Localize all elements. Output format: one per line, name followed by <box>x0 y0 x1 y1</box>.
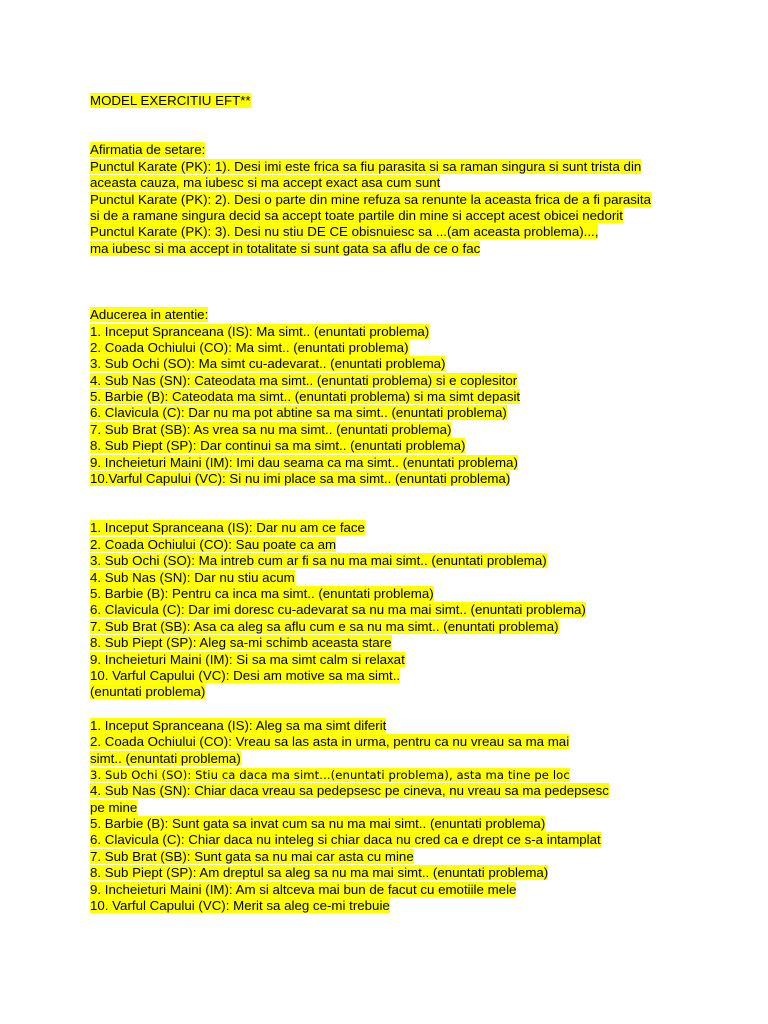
setup-text: Punctul Karate (PK): 1). Desi imi este frica sa fiu parasita si sa raman singura si sunt trista din <box>90 158 642 174</box>
setup-line <box>90 175 690 191</box>
setup-text: Punctul Karate (PK): 2). Desi o parte din mine refuza sa renunte la aceasta frica de a fi parasita <box>90 191 651 207</box>
setup-text: si de a ramane singura decid sa accept toate partile din mine si accept acest obicei nedorit <box>90 207 623 223</box>
list-item-text: 7. Sub Brat (SB): Asa ca aleg sa aflu cum e sa nu ma simt.. (enuntati problema) <box>90 618 559 634</box>
list-item <box>90 455 690 471</box>
list-item-text: 5. Barbie (B): Sunt gata sa invat cum sa nu ma mai simt.. (enuntati problema) <box>90 816 546 832</box>
list-item-text: (enuntati problema) <box>90 684 206 700</box>
setup-line <box>90 159 690 175</box>
spacer <box>90 109 690 142</box>
round2-section <box>90 520 690 700</box>
list-item <box>90 652 690 668</box>
attention-section <box>90 307 690 487</box>
list-item-text: 10.Varful Capului (VC): Si nu imi place sa ma simt.. (enuntati problema) <box>90 471 511 487</box>
list-item <box>90 602 690 618</box>
list-item <box>90 767 690 783</box>
list-item-text: 8. Sub Piept (SP): Aleg sa-mi schimb aceasta stare <box>90 635 392 651</box>
list-item <box>90 816 690 832</box>
document-title-line <box>90 93 690 109</box>
setup-text: Punctul Karate (PK): 3). Desi nu stiu DE CE obisnuiesc sa ...(am aceasta problema)..., <box>90 224 599 240</box>
list-item-text: 2. Coada Ochiului (CO): Vreau sa las asta in urma, pentru ca nu vreau sa ma mai <box>90 734 570 750</box>
list-item <box>90 718 690 734</box>
list-item-text: 1. Inceput Spranceana (IS): Dar nu am ce face <box>90 520 365 536</box>
list-item-text: 9. Incheieturi Maini (IM): Si sa ma simt calm si relaxat <box>90 651 405 667</box>
list-item-text: 2. Coada Ochiului (CO): Ma simt.. (enuntati problema) <box>90 339 409 355</box>
list-item-text: simt.. (enuntati problema) <box>90 750 241 766</box>
document-title: MODEL EXERCITIU EFT** <box>90 93 251 108</box>
spacer <box>90 257 690 307</box>
list-item-text: 4. Sub Nas (SN): Dar nu stiu acum <box>90 569 295 585</box>
list-item-text: 3. Sub Ochi (SO): Ma intreb cum ar fi sa nu ma mai simt.. (enuntati problema) <box>90 553 547 569</box>
list-item <box>90 324 690 340</box>
spacer <box>90 701 690 718</box>
list-item <box>90 422 690 438</box>
list-item <box>90 783 690 799</box>
setup-heading-line <box>90 142 690 158</box>
list-item <box>90 570 690 586</box>
spacer <box>90 487 690 520</box>
list-item <box>90 849 690 865</box>
setup-text: aceasta cauza, ma iubesc si ma accept exact asa cum sunt <box>90 175 441 191</box>
list-item-text: 3. Sub Ochi (SO): Ma simt cu-adevarat.. (enuntati problema) <box>90 356 446 372</box>
list-item <box>90 635 690 651</box>
list-item-text: 4. Sub Nas (SN): Cateodata ma simt.. (enuntati problema) si e coplesitor <box>90 372 518 388</box>
list-item-text: 6. Clavicula (C): Chiar daca nu inteleg si chiar daca nu cred ca e drept ce s-a intamplat <box>90 832 601 848</box>
list-item <box>90 800 690 816</box>
list-item <box>90 537 690 553</box>
list-item <box>90 865 690 881</box>
list-item-text: 5. Barbie (B): Cateodata ma simt.. (enuntati problema) si ma simt depasit <box>90 389 521 405</box>
list-item-text: 3. Sub Ochi (SO): Stiu ca daca ma simt...(enuntati problema), asta ma tine pe loc <box>90 767 570 782</box>
list-item-text: 2. Coada Ochiului (CO): Sau poate ca am <box>90 536 337 552</box>
list-item <box>90 882 690 898</box>
list-item <box>90 586 690 602</box>
list-item-text: 6. Clavicula (C): Dar nu ma pot abtine sa ma simt.. (enuntati problema) <box>90 405 507 421</box>
list-item-text: 10. Varful Capului (VC): Desi am motive sa ma simt.. <box>90 667 401 683</box>
list-item <box>90 684 690 700</box>
list-item <box>90 520 690 536</box>
list-item-text: 1. Inceput Spranceana (IS): Ma simt.. (enuntati problema) <box>90 323 430 339</box>
setup-line <box>90 208 690 224</box>
list-item-text: 1. Inceput Spranceana (IS): Aleg sa ma simt diferit <box>90 717 387 733</box>
list-item <box>90 619 690 635</box>
list-item-text: 7. Sub Brat (SB): As vrea sa nu ma simt.. (enuntati problema) <box>90 421 452 437</box>
list-item-text: 8. Sub Piept (SP): Am dreptul sa aleg sa nu ma mai simt.. (enuntati problema) <box>90 865 549 881</box>
list-item <box>90 668 690 684</box>
list-item-text: 10. Varful Capului (VC): Merit sa aleg ce-mi trebuie <box>90 898 390 914</box>
list-item <box>90 751 690 767</box>
attention-heading: Aducerea in atentie: <box>90 307 209 323</box>
list-item-text: 9. Incheieturi Maini (IM): Imi dau seama ca ma simt.. (enuntati problema) <box>90 454 518 470</box>
list-item-text: 7. Sub Brat (SB): Sunt gata sa nu mai car asta cu mine <box>90 848 414 864</box>
attention-heading-line <box>90 307 690 323</box>
list-item-text: 6. Clavicula (C): Dar imi doresc cu-adevarat sa nu ma mai simt.. (enuntati problema) <box>90 602 586 618</box>
list-item <box>90 734 690 750</box>
list-item <box>90 373 690 389</box>
setup-line <box>90 192 690 208</box>
list-item <box>90 389 690 405</box>
list-item <box>90 832 690 848</box>
list-item <box>90 898 690 914</box>
list-item <box>90 340 690 356</box>
setup-line <box>90 224 690 240</box>
setup-line <box>90 241 690 257</box>
list-item <box>90 438 690 454</box>
list-item <box>90 356 690 372</box>
list-item <box>90 405 690 421</box>
list-item-text: pe mine <box>90 799 138 815</box>
round3-section <box>90 718 690 915</box>
list-item-text: 5. Barbie (B): Pentru ca inca ma simt.. (enuntati problema) <box>90 585 434 601</box>
document-body <box>90 93 690 914</box>
list-item-text: 9. Incheieturi Maini (IM): Am si altceva mai bun de facut cu emotiile mele <box>90 881 517 897</box>
setup-text: ma iubesc si ma accept in totalitate si sunt gata sa aflu de ce o fac <box>90 240 481 256</box>
list-item <box>90 471 690 487</box>
setup-section <box>90 142 690 257</box>
setup-heading: Afirmatia de setare: <box>90 142 206 158</box>
list-item <box>90 553 690 569</box>
list-item-text: 8. Sub Piept (SP): Dar continui sa ma simt.. (enuntati problema) <box>90 438 466 454</box>
list-item-text: 4. Sub Nas (SN): Chiar daca vreau sa pedepsesc pe cineva, nu vreau sa ma pedepsesc <box>90 783 609 799</box>
